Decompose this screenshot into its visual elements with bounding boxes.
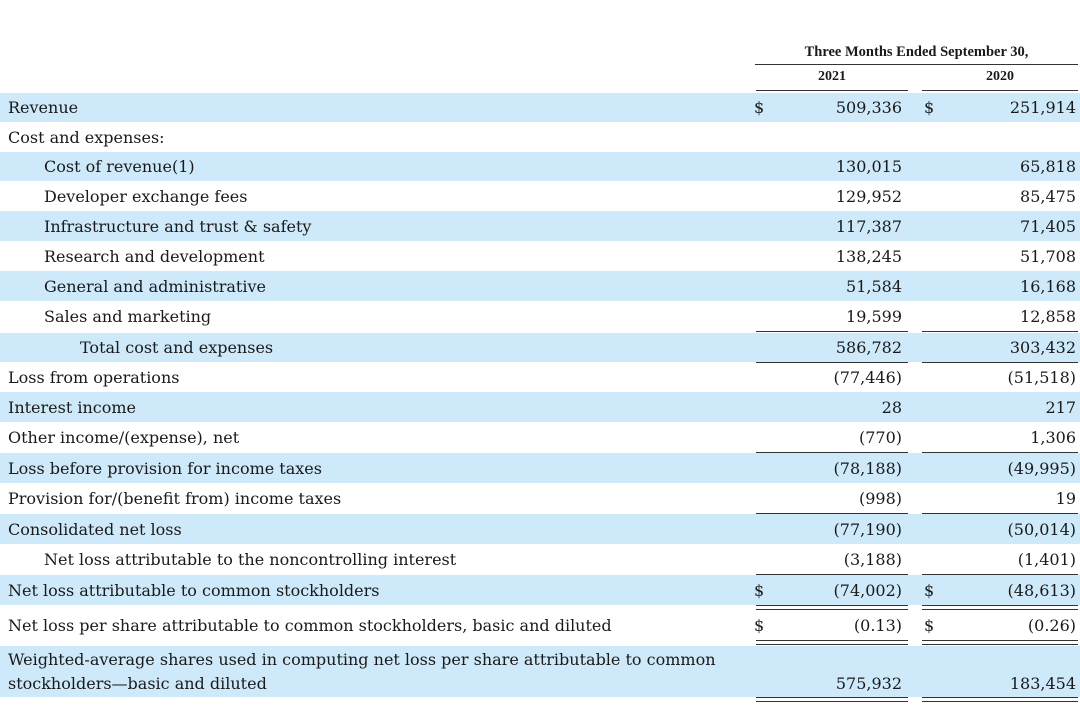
value-2020: 251,914 bbox=[1009, 98, 1076, 117]
value-2021: 509,336 bbox=[835, 98, 902, 117]
table-row-cost-and-expenses bbox=[0, 122, 1080, 152]
value-2021: 130,015 bbox=[835, 157, 902, 176]
value-2020: (0.26) bbox=[1027, 615, 1076, 635]
table-row-loss-from-operations bbox=[0, 363, 1080, 392]
row-label: Developer exchange fees bbox=[44, 186, 248, 206]
table-row-other-income bbox=[0, 422, 1080, 452]
row-label: Net loss attributable to common stockholders bbox=[8, 580, 380, 600]
currency-symbol: $ bbox=[924, 615, 935, 635]
table-row-sales-marketing bbox=[0, 301, 1080, 331]
period-header-rule bbox=[755, 64, 1078, 65]
total-double-rule bbox=[922, 697, 1078, 702]
row-label: Consolidated net loss bbox=[8, 519, 182, 539]
value-2021: (78,188) bbox=[833, 458, 902, 478]
value-2020: 65,818 bbox=[1020, 157, 1076, 176]
value-2020: (1,401) bbox=[1017, 549, 1076, 569]
year-2020-rule bbox=[922, 90, 1078, 91]
table-row-income-taxes bbox=[0, 483, 1080, 513]
currency-symbol: $ bbox=[754, 580, 765, 600]
year-2020-header: 2020 bbox=[986, 69, 1014, 84]
table-row-interest-income bbox=[0, 392, 1080, 422]
value-2021: (74,002) bbox=[833, 580, 902, 600]
value-2021: 28 bbox=[881, 397, 902, 417]
row-label: Weighted-average shares used in computing net loss per share attributable to common stockholders—basic and diluted bbox=[8, 649, 716, 693]
value-2021: (77,446) bbox=[833, 368, 902, 387]
value-2021: 138,245 bbox=[835, 246, 902, 266]
value-2020: 51,708 bbox=[1020, 246, 1076, 266]
row-label: Revenue bbox=[8, 98, 79, 117]
table-row-research-development bbox=[0, 241, 1080, 271]
value-2020: 19 bbox=[1055, 488, 1076, 508]
value-2020: (48,613) bbox=[1007, 580, 1076, 600]
row-label: Loss before provision for income taxes bbox=[8, 458, 322, 478]
subtotal-rule bbox=[756, 331, 908, 332]
value-2020: (51,518) bbox=[1007, 368, 1076, 387]
table-row-net-loss-common bbox=[0, 575, 1080, 605]
row-label: Loss from operations bbox=[8, 368, 180, 387]
row-label: Total cost and expenses bbox=[80, 338, 274, 357]
total-double-rule bbox=[756, 640, 908, 645]
total-double-rule bbox=[756, 697, 908, 702]
value-2021: 129,952 bbox=[835, 186, 902, 206]
value-2020: 71,405 bbox=[1020, 216, 1076, 236]
row-label: Cost of revenue(1) bbox=[44, 157, 195, 176]
year-2021-header: 2021 bbox=[818, 69, 846, 84]
value-2020: 1,306 bbox=[1030, 427, 1076, 447]
table-row-loss-before-taxes bbox=[0, 453, 1080, 483]
currency-symbol: $ bbox=[924, 580, 935, 600]
value-2021: (77,190) bbox=[833, 519, 902, 539]
subtotal-rule bbox=[922, 331, 1078, 332]
row-label: Provision for/(benefit from) income taxes bbox=[8, 488, 342, 508]
year-2021-rule bbox=[756, 90, 908, 91]
currency-symbol: $ bbox=[754, 615, 765, 635]
value-2020: 85,475 bbox=[1020, 186, 1076, 206]
currency-symbol: $ bbox=[924, 98, 935, 117]
row-label: Interest income bbox=[8, 397, 137, 417]
value-2021: 19,599 bbox=[846, 306, 902, 326]
value-2020: 183,454 bbox=[1009, 674, 1076, 693]
table-row-noncontrolling-interest bbox=[0, 544, 1080, 574]
period-header: Three Months Ended September 30, bbox=[804, 44, 1029, 60]
table-row-developer-exchange-fees bbox=[0, 181, 1080, 211]
row-label: Net loss per share attributable to common stockholders, basic and diluted bbox=[8, 615, 612, 635]
row-label: Sales and marketing bbox=[44, 306, 212, 326]
value-2021: 586,782 bbox=[835, 338, 902, 357]
row-label: Cost and expenses: bbox=[8, 127, 165, 147]
value-2020: (49,995) bbox=[1007, 458, 1076, 478]
value-2021: (3,188) bbox=[843, 549, 902, 569]
row-label: Infrastructure and trust & safety bbox=[44, 216, 312, 236]
value-2020: 12,858 bbox=[1020, 306, 1076, 326]
value-2021: (0.13) bbox=[853, 615, 902, 635]
value-2021: 575,932 bbox=[835, 674, 902, 693]
value-2021: (770) bbox=[858, 427, 902, 447]
value-2020: 16,168 bbox=[1020, 276, 1076, 296]
table-row-weighted-average-shares bbox=[0, 646, 1080, 697]
table-row-revenue bbox=[0, 93, 1080, 122]
value-2021: 51,584 bbox=[846, 276, 902, 296]
table-row-infrastructure bbox=[0, 211, 1080, 241]
currency-symbol: $ bbox=[754, 98, 765, 117]
value-2021: 117,387 bbox=[835, 216, 902, 236]
row-label: Research and development bbox=[44, 246, 265, 266]
row-label: Other income/(expense), net bbox=[8, 427, 240, 447]
value-2021: (998) bbox=[858, 488, 902, 508]
row-label: General and administrative bbox=[44, 276, 266, 296]
value-2020: 217 bbox=[1045, 397, 1076, 417]
row-label: Net loss attributable to the noncontrolling interest bbox=[44, 549, 457, 569]
table-row-general-administrative bbox=[0, 271, 1080, 301]
value-2020: (50,014) bbox=[1007, 519, 1076, 539]
value-2020: 303,432 bbox=[1009, 338, 1076, 357]
table-row-consolidated-net-loss bbox=[0, 514, 1080, 544]
table-row-net-loss-per-share bbox=[0, 610, 1080, 640]
total-double-rule bbox=[922, 640, 1078, 645]
table-row-cost-of-revenue bbox=[0, 152, 1080, 181]
table-row-total-cost bbox=[0, 333, 1080, 362]
